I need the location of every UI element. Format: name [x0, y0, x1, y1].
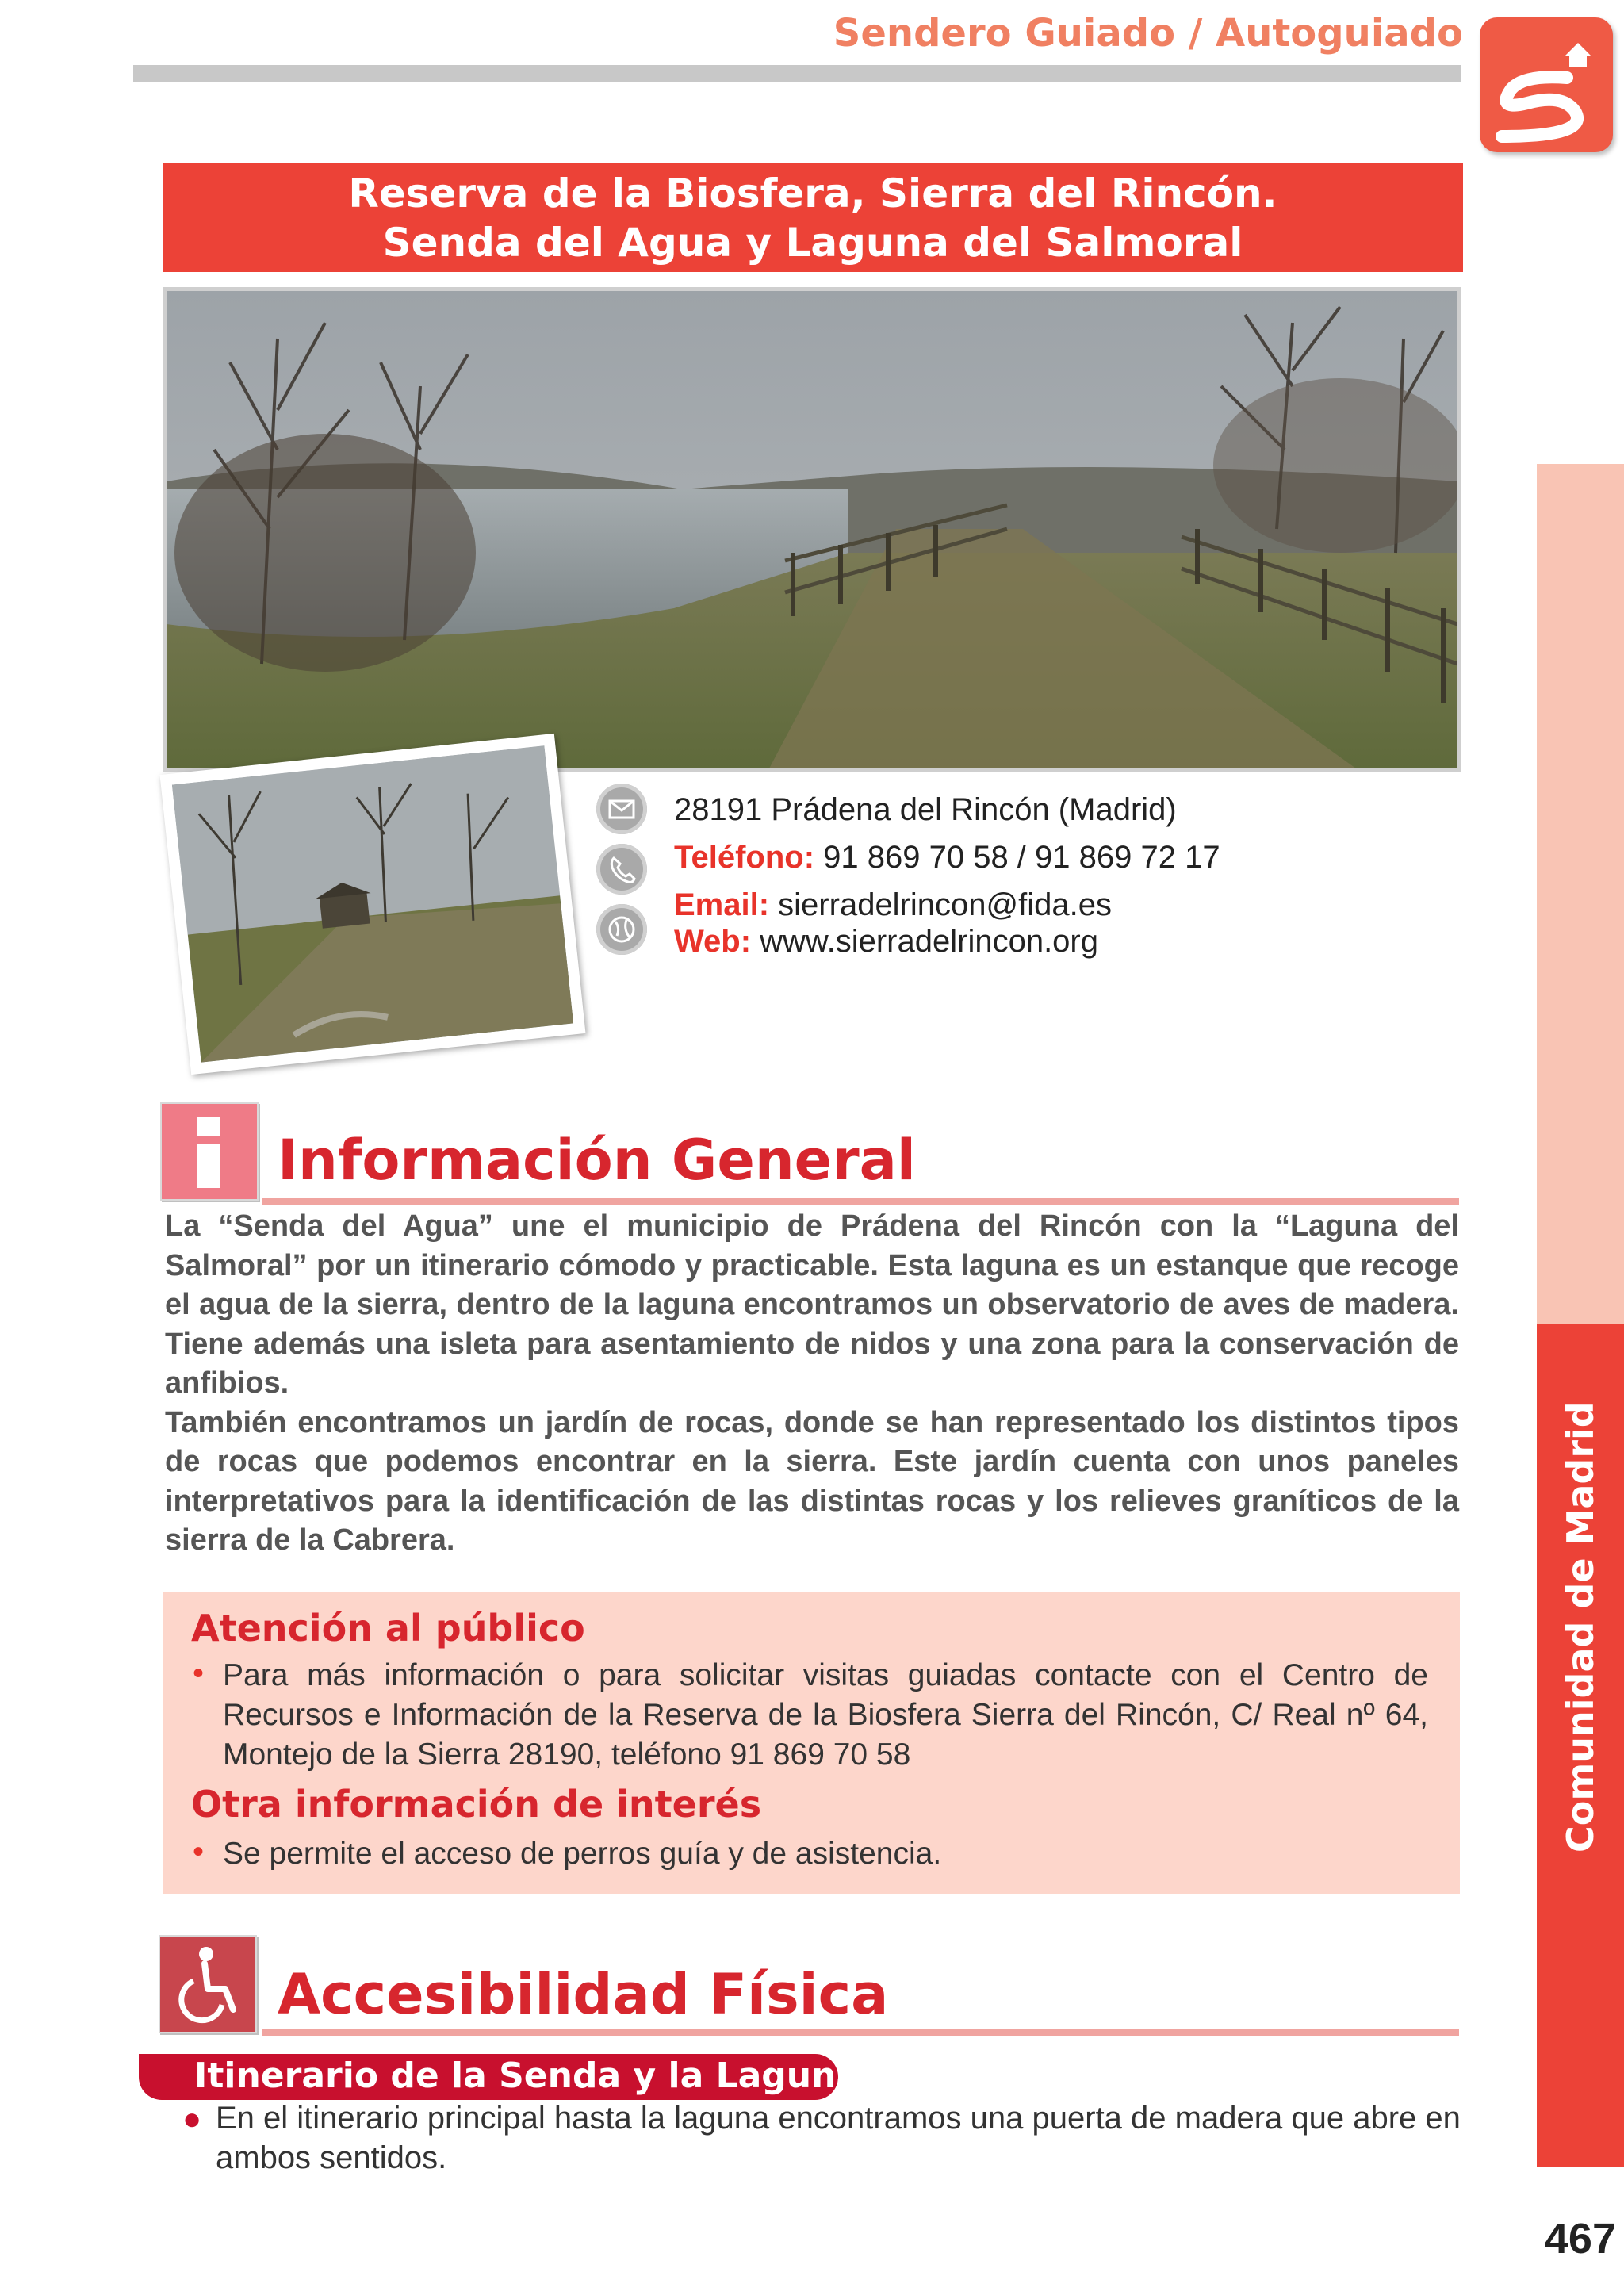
attention-box	[163, 1592, 1460, 1894]
info-icon	[162, 1104, 257, 1199]
email-label: Email:	[674, 887, 770, 922]
attention-bullet: Para más información o para solicitar visitas guiadas contacte con el Centro de Recursos e Información de la Reserva de la Biosfera Sierra del Rincón, C/ Real nº 64, Montejo de la Sierra 28190, teléfono 91 869 70 58	[223, 1658, 1428, 1772]
web-label: Web:	[674, 924, 752, 959]
attention-title: Atención al público	[191, 1607, 585, 1650]
mail-icon	[596, 784, 647, 834]
info-section-rule	[262, 1198, 1459, 1205]
web-value[interactable]: www.sierradelrincon.org	[760, 924, 1098, 959]
main-photo	[163, 287, 1461, 772]
secondary-photo	[160, 734, 586, 1075]
accessibility-section-title: Accesibilidad Física	[278, 1962, 889, 2027]
home-icon	[1480, 17, 1613, 152]
contact-phone	[674, 839, 1220, 876]
page-number: 467	[1544, 2215, 1616, 2263]
phone-icon	[596, 844, 647, 895]
info-paragraph-2: También encontramos un jardín de rocas, donde se han representado los distintos tipos de rocas que podemos encontrar en la sierra. Este jardín cuenta con unos paneles interpretativos para la identificación de las distintas rocas y los relieves graníticos de la sierra de la Cabrera.	[165, 1405, 1459, 1557]
banner-title-line-2: Senda del Agua y Laguna del Salmoral	[382, 220, 1243, 266]
email-value[interactable]: sierradelrincon@fida.es	[778, 887, 1112, 922]
observatory-path-image	[172, 745, 573, 1062]
other-info-bullet: Se permite el acceso de perros guía y de asistencia.	[223, 1837, 942, 1871]
banner-title-line-1: Reserva de la Biosfera, Sierra del Rincón.	[348, 171, 1277, 216]
section-header-title: Sendero Guiado / Autoguiado	[833, 11, 1463, 56]
accessibility-section-icon	[159, 1935, 257, 2033]
info-paragraph-1: La “Senda del Agua” une el municipio de Prádena del Rincón con la “Laguna del Salmoral” por un itinerario cómodo y practicable. Esta laguna es un estanque que recoge el agua de la sierra, dentro de la laguna encontramos un observatorio de aves de madera. Tiene además una isleta para asentamiento de nidos y una zona para la conservación de anfibios.	[165, 1209, 1459, 1400]
lagoon-landscape-image	[167, 291, 1457, 768]
info-body	[165, 1207, 1459, 1561]
title-banner	[163, 163, 1463, 272]
contact-email	[674, 887, 1112, 923]
home-button[interactable]	[1480, 17, 1613, 152]
info-section-title: Información General	[278, 1128, 916, 1193]
bullet-dot: •	[193, 1834, 205, 1869]
itinerary-subheading: Itinerario de la Senda y la Laguna	[194, 2056, 860, 2096]
side-tab-upper	[1537, 464, 1624, 1324]
accessibility-section-rule	[262, 2029, 1459, 2036]
header-rule	[133, 65, 1461, 82]
info-section-icon	[160, 1102, 259, 1201]
accessibility-bullet: En el itinerario principal hasta la laguna encontramos una puerta de madera que abre en ambos sentidos.	[216, 2101, 1461, 2175]
phone-label: Teléfono:	[674, 840, 815, 875]
wheelchair-icon	[160, 1937, 255, 2032]
phone-value[interactable]: 91 869 70 58 / 91 869 72 17	[823, 840, 1220, 875]
side-tab-label	[1553, 1642, 1608, 1853]
other-info-title: Otra información de interés	[191, 1783, 762, 1826]
bullet-dot: •	[193, 1656, 205, 1691]
contact-address: 28191 Prádena del Rincón (Madrid)	[674, 792, 1177, 827]
web-icon	[596, 904, 647, 955]
contact-web	[674, 923, 1098, 960]
bullet-dot: ●	[182, 2102, 202, 2136]
